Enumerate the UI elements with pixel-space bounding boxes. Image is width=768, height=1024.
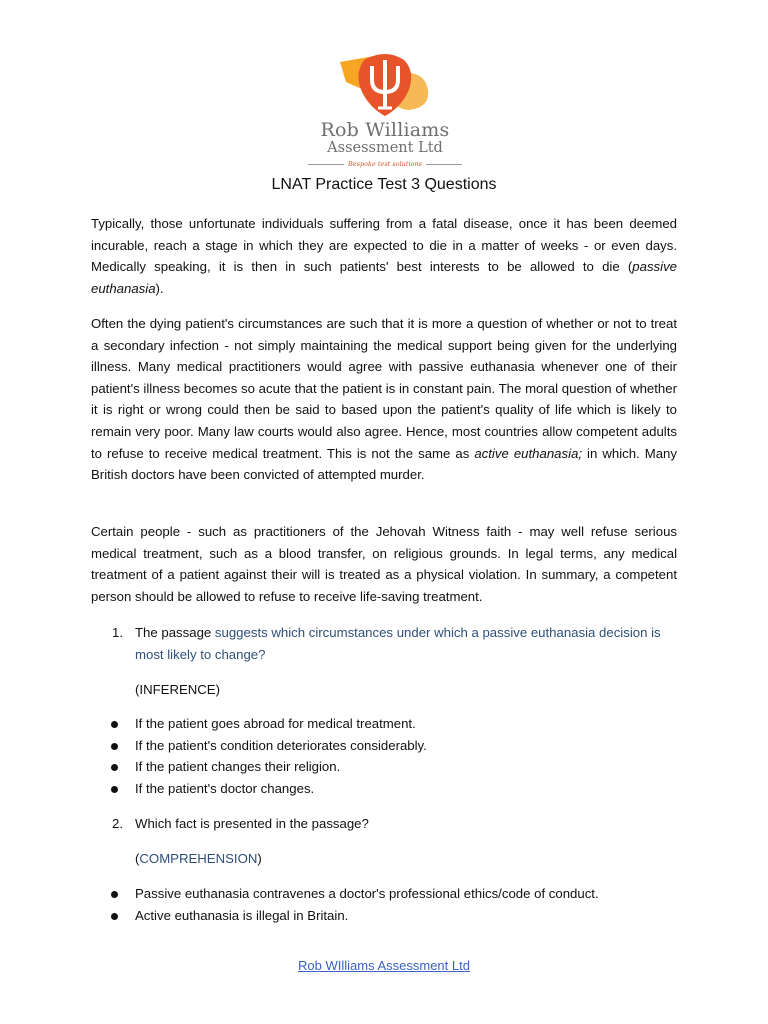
logo-tagline-row: [304, 158, 466, 170]
answer-options-list: [110, 713, 427, 799]
option-label: If the patient's condition deteriorates considerably.: [135, 737, 427, 753]
company-logo: [304, 50, 466, 170]
question-text: [135, 813, 680, 835]
passage-paragraph-2: [91, 313, 677, 486]
option-label: Active euthanasia is illegal in Britain.: [135, 907, 349, 923]
psi-logo-icon: [304, 50, 466, 120]
tag-bracket: ): [257, 851, 262, 866]
tag-bracket: ): [215, 682, 221, 697]
tag-bracket: (: [135, 851, 140, 866]
paragraph-text: ).: [155, 280, 164, 296]
question-text: [135, 622, 680, 665]
option-label: If the patient goes abroad for medical treatment.: [135, 716, 416, 731]
page-footer: [0, 958, 768, 973]
passage-paragraph-3: Certain people - such as practitioners of the Jehovah Witness faith - may well refuse serious medical treatment, such as a blood transfer, on religious grounds. In legal terms, any medical treatment of a patient against their will is treated as a physical violation. In summary, a competent person should be allowed to refuse to receive life-saving treatment.: [91, 524, 677, 604]
logo-company: Assessment Ltd: [327, 140, 443, 156]
question-type-tag: [135, 851, 262, 866]
answer-option[interactable]: [110, 883, 599, 905]
answer-option[interactable]: [110, 735, 427, 757]
logo-tagline: Bespoke test solutions: [348, 160, 422, 168]
paragraph-text: Typically, those unfortunate individuals suffering from a fatal disease, once it has been deemed incurable, reach a stage in which they are expected to die in a matter of weeks - or even days. Medically speaking, it is then in such patients' best interests to be allowed to die (: [91, 216, 677, 275]
paragraph-text: Often the dying patient's circumstances are such that it is more a question of whether or not to treat a secondary infection - not simply maintaining the medical support being given for the underlying illness. Many medical practitioners would agree with passive euthanasia whenever one of their patient's illness becomes so acute that the patient is in constant pain. The moral question of whether it is right or wrong could then be said to based upon the patient's quality of life which is likely to remain very poor. Many law courts would also agree. Hence, most countries allow competent adults to refuse to receive medical treatment. This is not the same as: [91, 316, 677, 461]
divider: [308, 164, 344, 165]
question-type-tag: [135, 682, 220, 697]
question-prefix: The passage: [135, 625, 215, 640]
passage-paragraph-1: [91, 213, 677, 299]
question-number: 1.: [112, 625, 123, 640]
paragraph-italic: active euthanasia;: [474, 445, 583, 461]
logo-name: Rob Williams: [320, 119, 450, 141]
paragraph-text: in which. Many British doctors have been convicted of attempted murder.: [91, 445, 677, 483]
bullet-icon: [111, 913, 118, 920]
bullet-icon: [111, 764, 118, 771]
footer-link[interactable]: Rob WIlliams Assessment Ltd: [298, 958, 470, 973]
question-number: 2.: [112, 816, 123, 831]
option-label: Passive euthanasia contravenes a doctor's professional ethics/code of conduct.: [135, 886, 599, 901]
answer-option[interactable]: [110, 713, 427, 735]
question-label: Which fact is presented in the passage?: [135, 816, 369, 831]
paragraph-italic: passive euthanasia: [91, 259, 677, 296]
answer-option[interactable]: [110, 778, 427, 800]
tag-label: COMPREHENSION: [139, 851, 258, 866]
option-label: If the patient changes their religion.: [135, 759, 341, 775]
tag-label: INFERENCE: [139, 682, 216, 697]
bullet-icon: [111, 721, 118, 728]
bullet-icon: [111, 891, 118, 898]
bullet-icon: [111, 743, 118, 750]
question-highlight: suggests which circumstances under which a passive euthanasia decision is most likely to change?: [135, 625, 661, 662]
answer-option[interactable]: [110, 756, 427, 778]
page-title: LNAT Practice Test 3 Questions: [271, 176, 497, 193]
option-label: If the patient's doctor changes.: [135, 780, 315, 796]
divider: [426, 164, 462, 165]
answer-option[interactable]: [110, 905, 599, 927]
answer-options-list: [110, 883, 599, 926]
bullet-icon: [111, 786, 118, 793]
tag-bracket: (: [135, 682, 140, 697]
